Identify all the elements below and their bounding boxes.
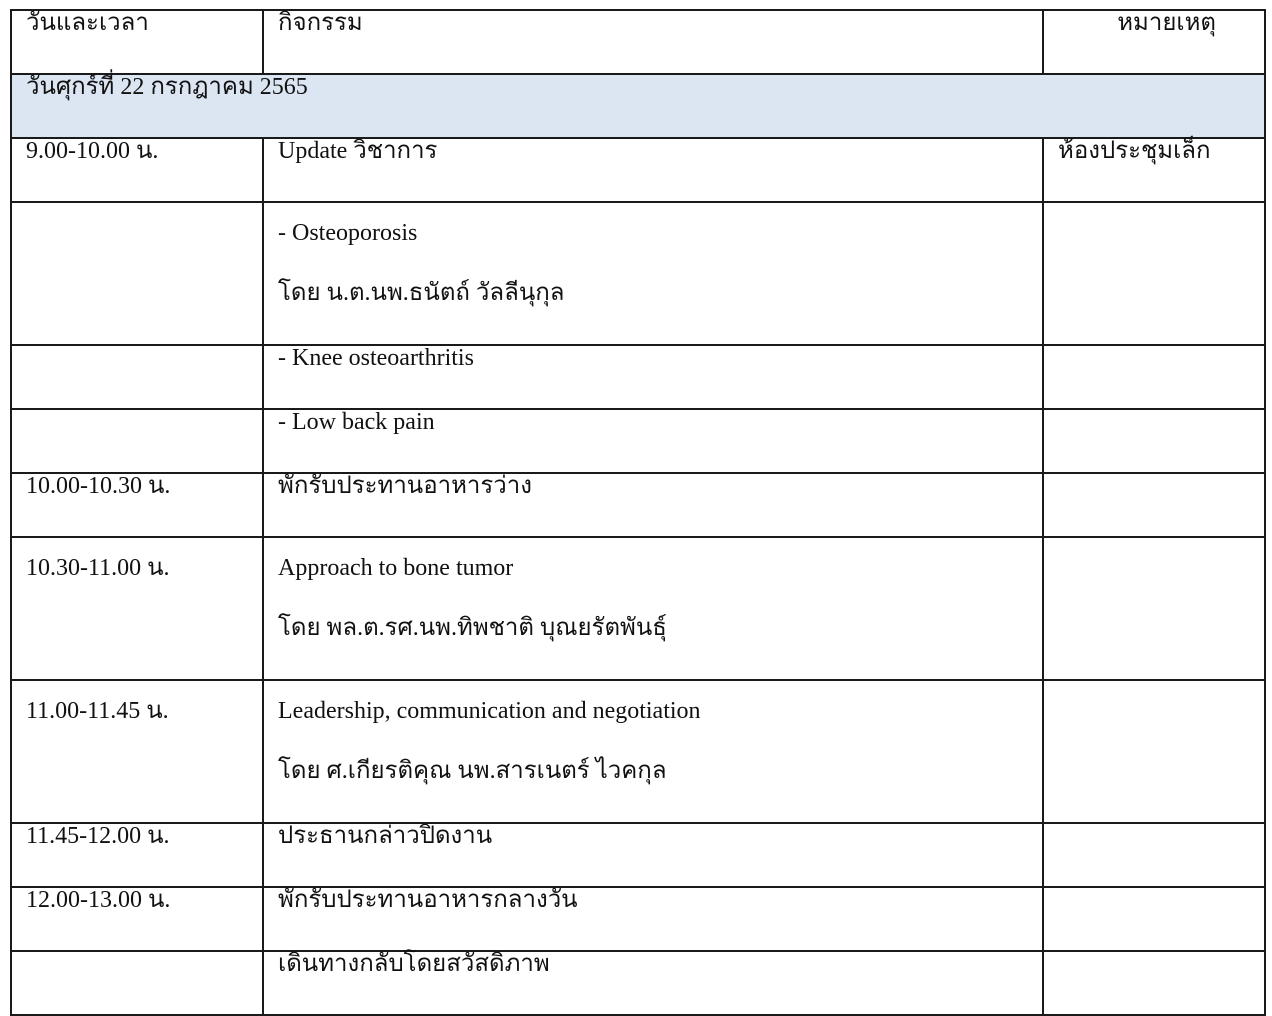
- note-cell: [1043, 202, 1265, 345]
- note-cell: [1043, 887, 1265, 951]
- table-row: [11, 409, 1265, 473]
- note-cell: [1043, 537, 1265, 680]
- activity-cell: เดินทางกลับโดยสวัสดิภาพ: [263, 951, 1043, 1015]
- table-row: [11, 887, 1265, 951]
- header-activity: กิจกรรม: [263, 10, 1043, 74]
- table-row: [11, 138, 1265, 202]
- header-note: หมายเหตุ: [1043, 10, 1265, 74]
- time-cell: 10.00-10.30 น.: [11, 473, 263, 537]
- speaker-line: โดย น.ต.นพ.ธนัตถ์ วัลลีนุกุล: [278, 280, 565, 306]
- activity-cell: [263, 202, 1043, 345]
- activity-cell: [263, 680, 1043, 823]
- time-cell: [11, 951, 263, 1015]
- time-cell: [11, 202, 263, 345]
- time-cell: 11.45-12.00 น.: [11, 823, 263, 887]
- activity-cell: [263, 537, 1043, 680]
- note-cell: ห้องประชุมเล็ก: [1043, 138, 1265, 202]
- date-row: [11, 74, 1265, 138]
- header-datetime: วันและเวลา: [11, 10, 263, 74]
- activity-cell: - Low back pain: [263, 409, 1043, 473]
- note-cell: [1043, 409, 1265, 473]
- activity-cell: พักรับประทานอาหารกลางวัน: [263, 887, 1043, 951]
- time-cell: [11, 345, 263, 409]
- activity-title: - Osteoporosis: [278, 220, 418, 246]
- time-cell: 12.00-13.00 น.: [11, 887, 263, 951]
- header-row: [11, 10, 1265, 74]
- table-row: [11, 345, 1265, 409]
- time-cell: 10.30-11.00 น.: [11, 537, 263, 680]
- time-cell: [11, 409, 263, 473]
- table-row: [11, 680, 1265, 823]
- table-row: [11, 473, 1265, 537]
- activity-title: Approach to bone tumor: [278, 555, 514, 581]
- schedule-table: [10, 9, 1266, 1016]
- time-cell: 11.00-11.45 น.: [11, 680, 263, 823]
- note-cell: [1043, 823, 1265, 887]
- date-label: วันศุกร์ที่ 22 กรกฎาคม 2565: [11, 74, 1265, 138]
- activity-cell: ประธานกล่าวปิดงาน: [263, 823, 1043, 887]
- activity-cell: พักรับประทานอาหารว่าง: [263, 473, 1043, 537]
- table-row: [11, 202, 1265, 345]
- note-cell: [1043, 680, 1265, 823]
- table-row: [11, 823, 1265, 887]
- activity-title: Leadership, communication and negotiation: [278, 698, 701, 724]
- activity-cell: - Knee osteoarthritis: [263, 345, 1043, 409]
- time-cell: 9.00-10.00 น.: [11, 138, 263, 202]
- table-row: [11, 951, 1265, 1015]
- note-cell: [1043, 473, 1265, 537]
- activity-cell: Update วิชาการ: [263, 138, 1043, 202]
- note-cell: [1043, 951, 1265, 1015]
- note-cell: [1043, 345, 1265, 409]
- speaker-line: โดย พล.ต.รศ.นพ.ทิพชาติ บุณยรัตพันธุ์: [278, 615, 667, 641]
- table-row: [11, 537, 1265, 680]
- speaker-line: โดย ศ.เกียรติคุณ นพ.สารเนตร์ ไวคกุล: [278, 758, 667, 784]
